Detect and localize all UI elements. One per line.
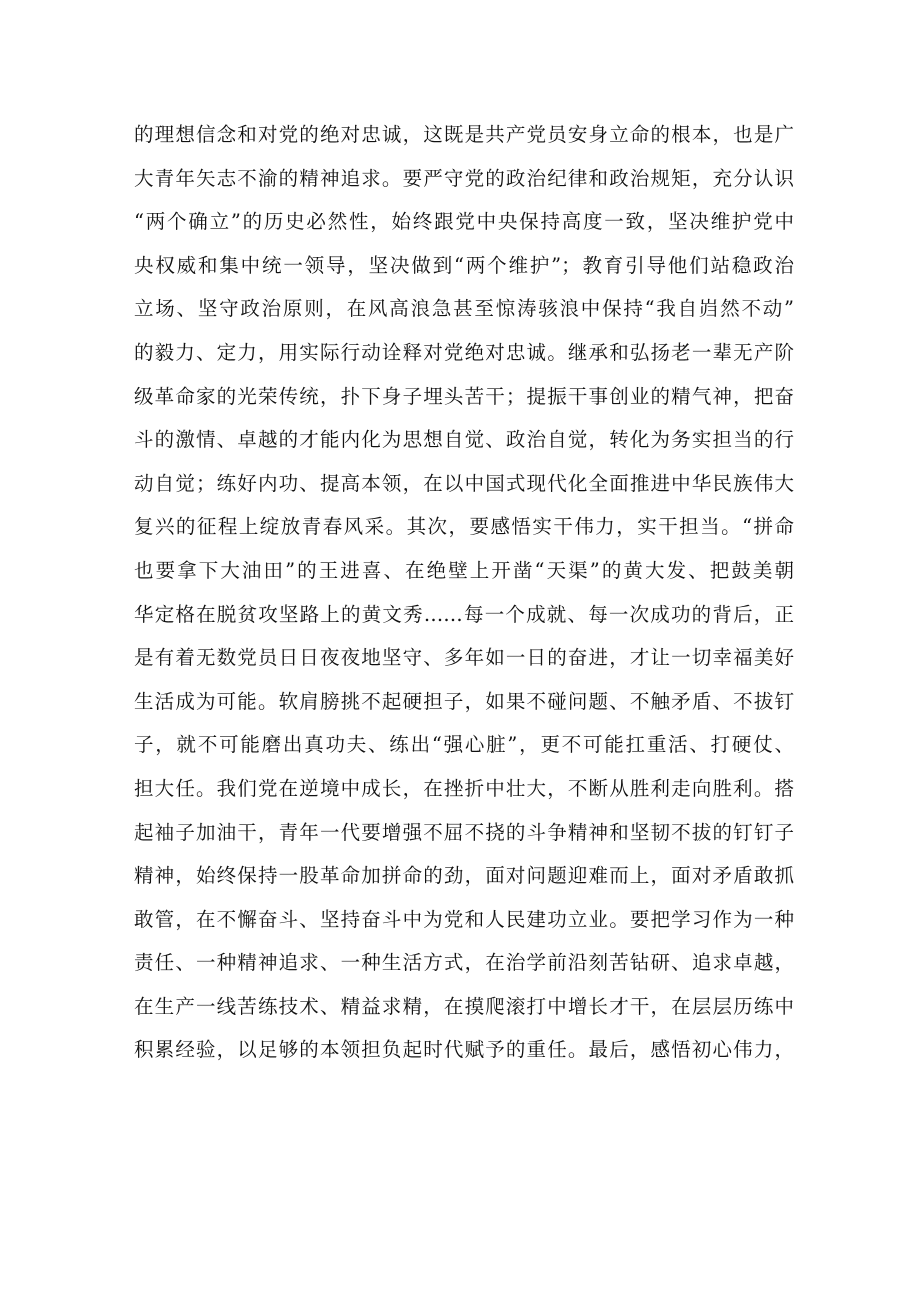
text-line: 子，就不可能磨出真功夫、练出“强心脏”，更不可能扛重活、打硬仗、 — [134, 733, 794, 757]
text-line: 生活成为可能。软肩膀挑不起硬担子，如果不碰问题、不触矛盾、不拔钉 — [134, 689, 794, 713]
text-line: 斗的激情、卓越的才能内化为思想自觉、政治自觉，转化为务实担当的行 — [134, 428, 794, 452]
text-line: 责任、一种精神追求、一种生活方式，在治学前沿刻苦钻研、追求卓越， — [134, 951, 794, 975]
text-line: 央权威和集中统一领导，坚决做到“两个维护”；教育引导他们站稳政治 — [134, 253, 794, 277]
text-line: 大青年矢志不渝的精神追求。要严守党的政治纪律和政治规矩，充分认识 — [134, 166, 794, 190]
text-line: 精神，始终保持一股革命加拼命的劲，面对问题迎难而上，面对矛盾敢抓 — [134, 864, 794, 888]
text-line: 也要拿下大油田”的王进喜、在绝壁上开凿“天渠”的黄大发、把鼓美朝 — [134, 558, 794, 582]
text-line: 在生产一线苦练技术、精益求精，在摸爬滚打中增长才干，在层层历练中 — [134, 994, 794, 1018]
text-line: 担大任。我们党在逆境中成长，在挫折中壮大，不断从胜利走向胜利。搭 — [134, 776, 794, 800]
text-line: 起袖子加油干，青年一代要增强不屈不挠的斗争精神和坚韧不拔的钉钉子 — [134, 820, 794, 844]
text-line: 敢管，在不懈奋斗、坚持奋斗中为党和人民建功立业。要把学习作为一种 — [134, 907, 794, 931]
text-line: 动自觉；练好内功、提高本领，在以中国式现代化全面推进中华民族伟大 — [134, 471, 794, 495]
text-line: 积累经验，以足够的本领担负起时代赋予的重任。最后，感悟初心伟力， — [134, 1038, 794, 1062]
text-line: 级革命家的光荣传统，扑下身子埋头苦干；提振干事创业的精气神，把奋 — [134, 384, 794, 408]
text-line: 是有着无数党员日日夜夜地坚守、多年如一日的奋进，才让一切幸福美好 — [134, 646, 794, 670]
text-line: 的毅力、定力，用实际行动诠释对党绝对忠诚。继承和弘扬老一辈无产阶 — [134, 340, 794, 364]
text-line: 的理想信念和对党的绝对忠诚，这既是共产党员安身立命的根本，也是广 — [134, 123, 794, 146]
text-line: 华定格在脱贫攻坚路上的黄文秀……每一个成就、每一次成功的背后，正 — [134, 602, 794, 626]
text-line: “两个确立”的历史必然性，始终跟党中央保持高度一致，坚决维护党中 — [134, 210, 794, 234]
text-line: 复兴的征程上绽放青春风采。其次，要感悟实干伟力，实干担当。“拼命 — [134, 515, 794, 539]
body-paragraph — [134, 113, 794, 1072]
text-line: 立场、坚守政治原则，在风高浪急甚至惊涛骇浪中保持“我自岿然不动” — [134, 297, 794, 321]
